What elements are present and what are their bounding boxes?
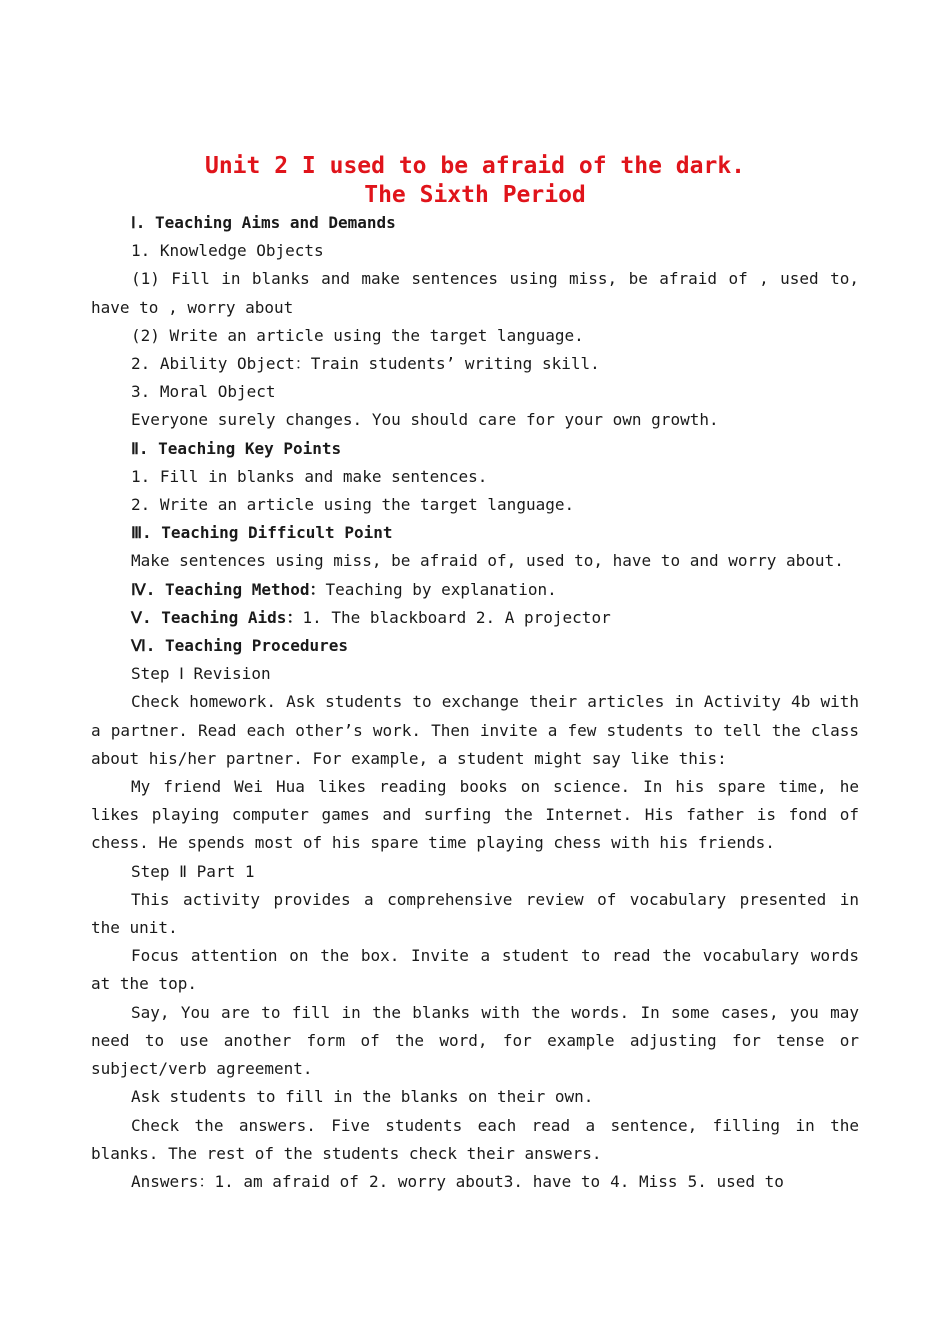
- key-point-1: 1. Fill in blanks and make sentences.: [131, 466, 488, 486]
- difficult-point-text: Make sentences using miss, be afraid of, used to, have to and worry about.: [131, 551, 844, 571]
- answer-item: 1. am afraid of: [214, 1171, 359, 1191]
- period-title: The Sixth Period: [364, 182, 586, 208]
- answer-item: 5. used to: [687, 1171, 784, 1191]
- teaching-aids-text: 1. The blackboard 2. A projector: [302, 607, 611, 627]
- section-heading-aids: Ⅴ. Teaching Aids：: [131, 607, 303, 627]
- teaching-method: [91, 576, 859, 604]
- step-2-paragraph-2: Focus attention on the box. Invite a student to read the vocabulary words at the top.: [91, 946, 859, 994]
- knowledge-objects: 1. Knowledge Objects: [131, 241, 324, 261]
- ability-object: 2. Ability Object：Train students’ writing skill.: [131, 354, 600, 374]
- lesson-body: [91, 209, 859, 1196]
- knowledge-item-2: (2) Write an article using the target language.: [131, 325, 584, 345]
- answer-item: 2. worry about3. have to: [368, 1171, 601, 1191]
- section-heading-method: Ⅳ. Teaching Method：: [131, 579, 326, 599]
- step-2-paragraph-1: This activity provides a comprehensive review of vocabulary presented in the unit.: [91, 889, 859, 938]
- step-2-paragraph-3: Say, You are to fill in the blanks with the words. In some cases, you may need to use another form of the word, for example adjusting for tense or subject/verb agreement.: [91, 1002, 859, 1079]
- step-1-paragraph-2: My friend Wei Hua likes reading books on science. In his spare time, he likes playing computer games and surfing the Internet. His father is fond of chess. He spends most of his spare time playing chess with his friends.: [91, 777, 859, 853]
- step-2-paragraph-5: Check the answers. Five students each read a sentence, filling in the blanks. The rest of the students check their answers.: [91, 1115, 859, 1163]
- section-heading-procedures: Ⅵ. Teaching Procedures: [131, 636, 349, 656]
- answer-item: 4. Miss: [610, 1171, 678, 1191]
- section-heading-difficult: Ⅲ. Teaching Difficult Point: [131, 523, 393, 543]
- teaching-aids: [91, 604, 859, 632]
- unit-title: Unit 2 I used to be afraid of the dark.: [204, 153, 746, 179]
- answers-line: [91, 1168, 859, 1196]
- knowledge-item-1: (1) Fill in blanks and make sentences using miss, be afraid of , used to, have to , worry about: [91, 269, 859, 317]
- step-2-paragraph-4: Ask students to fill in the blanks on their own.: [131, 1087, 594, 1107]
- section-heading-aims: Ⅰ. Teaching Aims and Demands: [131, 213, 396, 232]
- step-1-heading: Step Ⅰ Revision: [131, 664, 271, 684]
- answers-label: Answers：: [131, 1171, 215, 1191]
- teaching-method-text: Teaching by explanation.: [325, 579, 557, 599]
- moral-object-text: Everyone surely changes. You should care for your own growth.: [131, 410, 719, 430]
- key-point-2: 2. Write an article using the target language.: [131, 495, 575, 515]
- section-heading-key-points: Ⅱ. Teaching Key Points: [131, 438, 342, 458]
- moral-object: 3. Moral Object: [131, 382, 276, 402]
- step-1-paragraph-1: Check homework. Ask students to exchange their articles in Activity 4b with a partner. Read each other’s work. Then invite a few students to tell the class about his/her partner. For example, a student might say like this:: [91, 692, 859, 768]
- step-2-heading: Step Ⅱ Part 1: [131, 861, 255, 881]
